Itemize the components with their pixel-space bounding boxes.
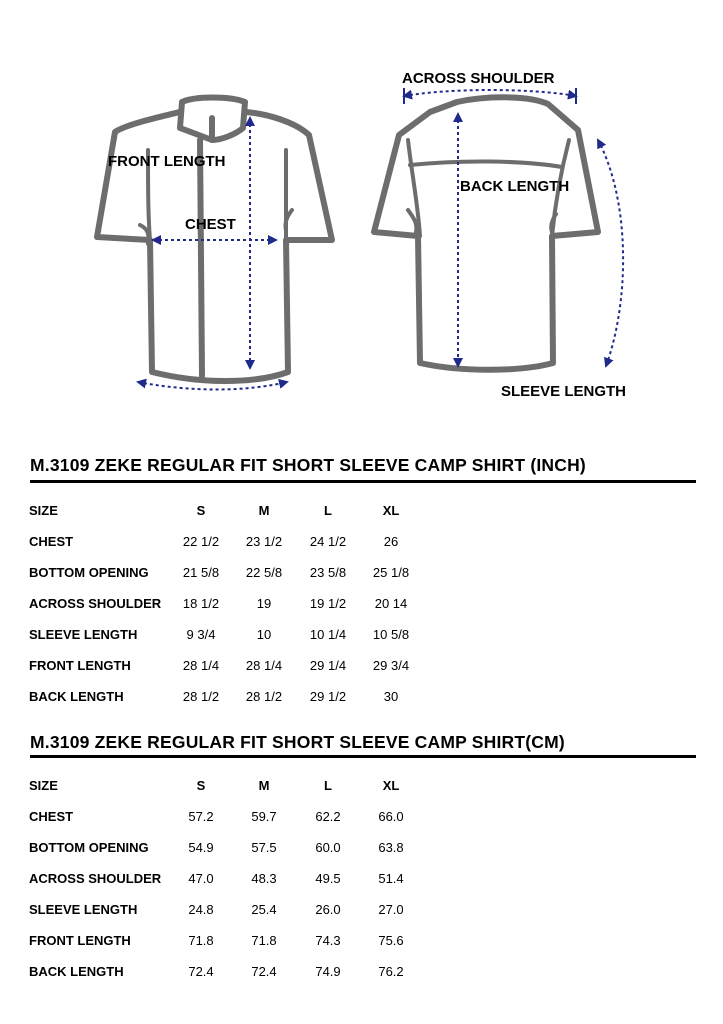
row-label: ACROSS SHOULDER: [29, 871, 162, 886]
inch-table-title: M.3109 ZEKE REGULAR FIT SHORT SLEEVE CAMP SHIRT (INCH): [30, 455, 586, 475]
cell-s: 18 1/2: [182, 596, 220, 611]
cell-l: 23 5/8: [309, 565, 347, 580]
cell-xl: 63.8: [378, 840, 404, 855]
table-row: [0, 534, 723, 554]
cell-s: 28 1/4: [182, 658, 220, 673]
header-l: L: [324, 778, 332, 793]
cell-m: 28 1/4: [245, 658, 283, 673]
cm-table-title: M.3109 ZEKE REGULAR FIT SHORT SLEEVE CAMP SHIRT(CM): [30, 732, 565, 752]
cell-xl: 25 1/8: [372, 565, 410, 580]
table-row: [0, 596, 723, 616]
cell-s: 54.9: [188, 840, 214, 855]
table-row: [0, 565, 723, 585]
cell-m: 19: [256, 596, 272, 611]
header-l: L: [324, 503, 332, 518]
cell-m: 28 1/2: [245, 689, 283, 704]
table-row: [0, 964, 723, 984]
cell-xl: 27.0: [378, 902, 404, 917]
cell-l: 19 1/2: [309, 596, 347, 611]
cell-l: 74.3: [315, 933, 341, 948]
table-row: [0, 689, 723, 709]
across-shoulder-label: ACROSS SHOULDER: [402, 70, 555, 87]
cell-m: 72.4: [251, 964, 277, 979]
table-row: [0, 658, 723, 678]
header-size: SIZE: [29, 503, 58, 518]
cell-l: 60.0: [315, 840, 341, 855]
row-label: ACROSS SHOULDER: [29, 596, 162, 611]
chest-label: CHEST: [185, 216, 236, 233]
header-xl: XL: [382, 503, 400, 518]
table-row: [0, 840, 723, 860]
cell-s: 22 1/2: [182, 534, 220, 549]
cell-s: 71.8: [188, 933, 214, 948]
cell-s: 21 5/8: [182, 565, 220, 580]
row-label: FRONT LENGTH: [29, 658, 131, 673]
cell-xl: 66.0: [378, 809, 404, 824]
cm-title-rule: [30, 755, 696, 758]
cell-xl: 10 5/8: [372, 627, 410, 642]
cell-s: 47.0: [188, 871, 214, 886]
table-row: [0, 871, 723, 891]
table-row: [0, 933, 723, 953]
cell-l: 49.5: [315, 871, 341, 886]
row-label: SLEEVE LENGTH: [29, 902, 138, 917]
cell-xl: 30: [383, 689, 399, 704]
cell-xl: 75.6: [378, 933, 404, 948]
row-label: CHEST: [29, 809, 74, 824]
cell-m: 23 1/2: [245, 534, 283, 549]
cell-xl: 20 14: [374, 596, 408, 611]
header-s: S: [196, 503, 206, 518]
measurement-diagram: [0, 0, 723, 430]
row-label: BOTTOM OPENING: [29, 840, 149, 855]
cell-m: 10: [256, 627, 272, 642]
header-m: M: [258, 778, 270, 793]
row-label: BOTTOM OPENING: [29, 565, 149, 580]
cell-l: 10 1/4: [309, 627, 347, 642]
row-label: SLEEVE LENGTH: [29, 627, 138, 642]
cell-l: 74.9: [315, 964, 341, 979]
cell-xl: 76.2: [378, 964, 404, 979]
header-size: SIZE: [29, 778, 58, 793]
row-label: BACK LENGTH: [29, 964, 124, 979]
header-m: M: [258, 503, 270, 518]
table-row: [0, 809, 723, 829]
cell-xl: 51.4: [378, 871, 404, 886]
cell-s: 9 3/4: [186, 627, 216, 642]
cell-m: 57.5: [251, 840, 277, 855]
sleeve-length-label: SLEEVE LENGTH: [501, 383, 627, 400]
header-xl: XL: [382, 778, 400, 793]
cell-m: 25.4: [251, 902, 277, 917]
back-length-label: BACK LENGTH: [460, 178, 570, 195]
sleeve-length-arrow: [598, 140, 623, 366]
table-row: [0, 902, 723, 922]
cell-l: 29 1/2: [309, 689, 347, 704]
cell-l: 24 1/2: [309, 534, 347, 549]
front-length-label: FRONT LENGTH: [108, 153, 226, 170]
row-label: CHEST: [29, 534, 74, 549]
cell-xl: 29 3/4: [372, 658, 410, 673]
inch-title-rule: [30, 480, 696, 483]
table-header-row: [0, 503, 723, 523]
header-s: S: [196, 778, 206, 793]
cell-s: 28 1/2: [182, 689, 220, 704]
cell-s: 24.8: [188, 902, 214, 917]
table-header-row: [0, 778, 723, 798]
cell-l: 29 1/4: [309, 658, 347, 673]
cell-m: 22 5/8: [245, 565, 283, 580]
row-label: FRONT LENGTH: [29, 933, 131, 948]
cell-m: 71.8: [251, 933, 277, 948]
table-row: [0, 627, 723, 647]
cell-s: 72.4: [188, 964, 214, 979]
cell-l: 26.0: [315, 902, 341, 917]
cell-xl: 26: [383, 534, 399, 549]
back-shirt-illustration: [374, 97, 598, 369]
cell-m: 59.7: [251, 809, 277, 824]
cell-m: 48.3: [251, 871, 277, 886]
cell-l: 62.2: [315, 809, 341, 824]
cell-s: 57.2: [188, 809, 214, 824]
row-label: BACK LENGTH: [29, 689, 124, 704]
